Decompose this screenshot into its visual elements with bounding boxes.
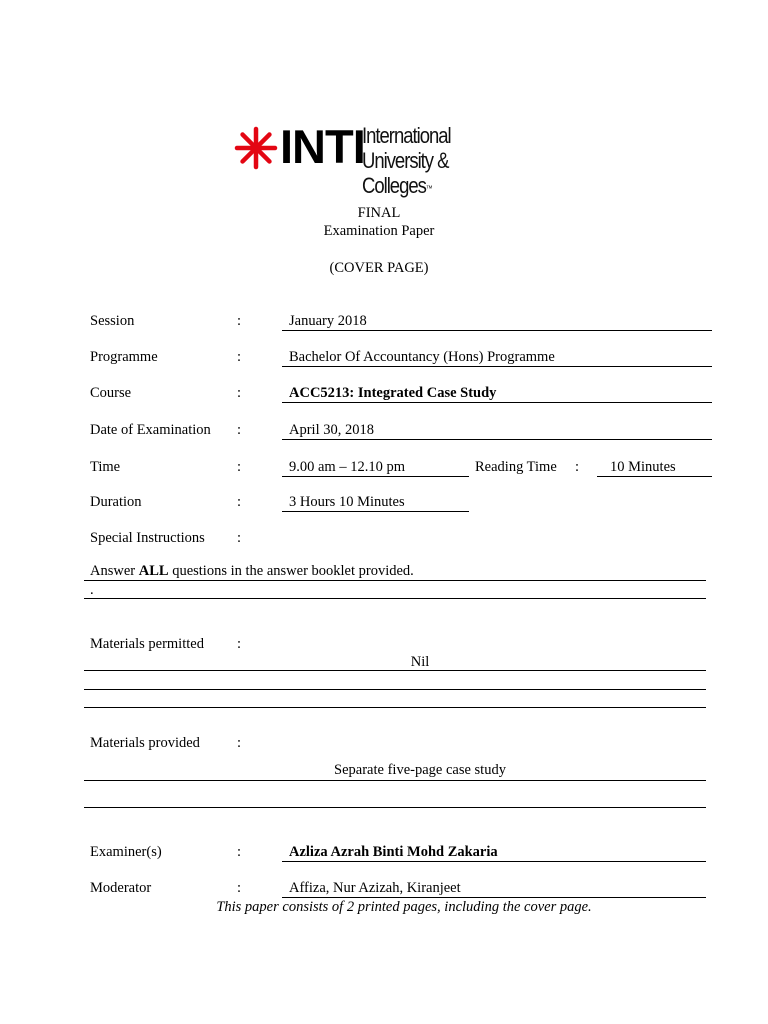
field-separator: :	[237, 313, 242, 329]
exam-type: FINAL	[357, 205, 401, 221]
course-underline	[282, 402, 712, 403]
field-separator: :	[237, 459, 242, 475]
moderator-underline	[282, 897, 706, 898]
materials-provided-blank-line	[84, 807, 706, 808]
logo-institution-name	[362, 123, 506, 201]
exam-date-label: Date of Examination	[90, 422, 211, 438]
reading-time-underline	[597, 476, 712, 477]
field-separator: :	[237, 735, 242, 751]
course-value: ACC5213: Integrated Case Study	[289, 385, 497, 401]
field-separator: :	[237, 349, 242, 365]
materials-permitted-blank-line	[84, 689, 706, 690]
programme-value: Bachelor Of Accountancy (Hons) Programme	[289, 349, 555, 365]
stray-period: .	[90, 582, 94, 598]
document-subtitle: Examination Paper	[323, 223, 435, 239]
session-underline	[282, 330, 712, 331]
star-burst-ray	[259, 135, 270, 146]
star-burst-icon	[234, 126, 278, 170]
logo-brand-text: INTI	[280, 120, 365, 173]
examiners-label: Examiner(s)	[90, 844, 162, 860]
duration-value: 3 Hours 10 Minutes	[289, 494, 405, 510]
field-separator: :	[237, 844, 242, 860]
materials-permitted-label: Materials permitted	[90, 636, 204, 652]
programme-label: Programme	[90, 349, 158, 365]
time-label: Time	[90, 459, 121, 475]
instructions-underline	[84, 580, 706, 581]
instructions-blank-line	[84, 598, 706, 599]
star-burst-ray	[243, 151, 254, 162]
duration-label: Duration	[90, 494, 142, 510]
page-count-note: This paper consists of 2 printed pages, including the cover page.	[216, 899, 592, 915]
exam-date-value: April 30, 2018	[289, 422, 374, 438]
cover-page-label: (COVER PAGE)	[329, 260, 429, 276]
materials-permitted-underline	[84, 670, 706, 671]
emphasis-all: ALL	[138, 563, 169, 579]
star-burst-ray	[259, 151, 270, 162]
programme-underline	[282, 366, 712, 367]
field-separator: :	[237, 494, 242, 510]
duration-underline	[282, 511, 469, 512]
special-instructions-text: Answer ALL questions in the answer booklet provided.	[90, 563, 414, 579]
field-separator: :	[237, 530, 242, 546]
logo-name-line2: University & Colleges™	[362, 148, 449, 198]
institution-logo	[234, 120, 534, 198]
time-underline	[282, 476, 469, 477]
moderator-label: Moderator	[90, 880, 152, 896]
reading-time-value: 10 Minutes	[610, 459, 676, 475]
materials-permitted-blank-line	[84, 707, 706, 708]
star-burst-core	[251, 143, 261, 153]
reading-time-label: Reading Time	[475, 459, 557, 475]
materials-permitted-value: Nil	[410, 654, 430, 670]
session-value: January 2018	[289, 313, 367, 329]
field-separator: :	[237, 880, 242, 896]
materials-provided-value: Separate five-page case study	[334, 762, 506, 778]
materials-provided-label: Materials provided	[90, 735, 200, 751]
moderator-value: Affiza, Nur Azizah, Kiranjeet	[289, 880, 461, 896]
special-instructions-label: Special Instructions	[90, 530, 205, 546]
field-separator: :	[575, 459, 580, 475]
session-label: Session	[90, 313, 135, 329]
field-separator: :	[237, 385, 242, 401]
star-burst-ray	[243, 135, 254, 146]
logo-name-line1: International	[362, 123, 451, 148]
field-separator: :	[237, 422, 242, 438]
course-label: Course	[90, 385, 132, 401]
field-separator: :	[237, 636, 242, 652]
trademark-mark: ™	[425, 184, 433, 193]
materials-provided-underline	[84, 780, 706, 781]
time-value: 9.00 am – 12.10 pm	[289, 459, 405, 475]
examiners-underline	[282, 861, 706, 862]
examiners-value: Azliza Azrah Binti Mohd Zakaria	[289, 844, 498, 860]
exam-date-underline	[282, 439, 712, 440]
